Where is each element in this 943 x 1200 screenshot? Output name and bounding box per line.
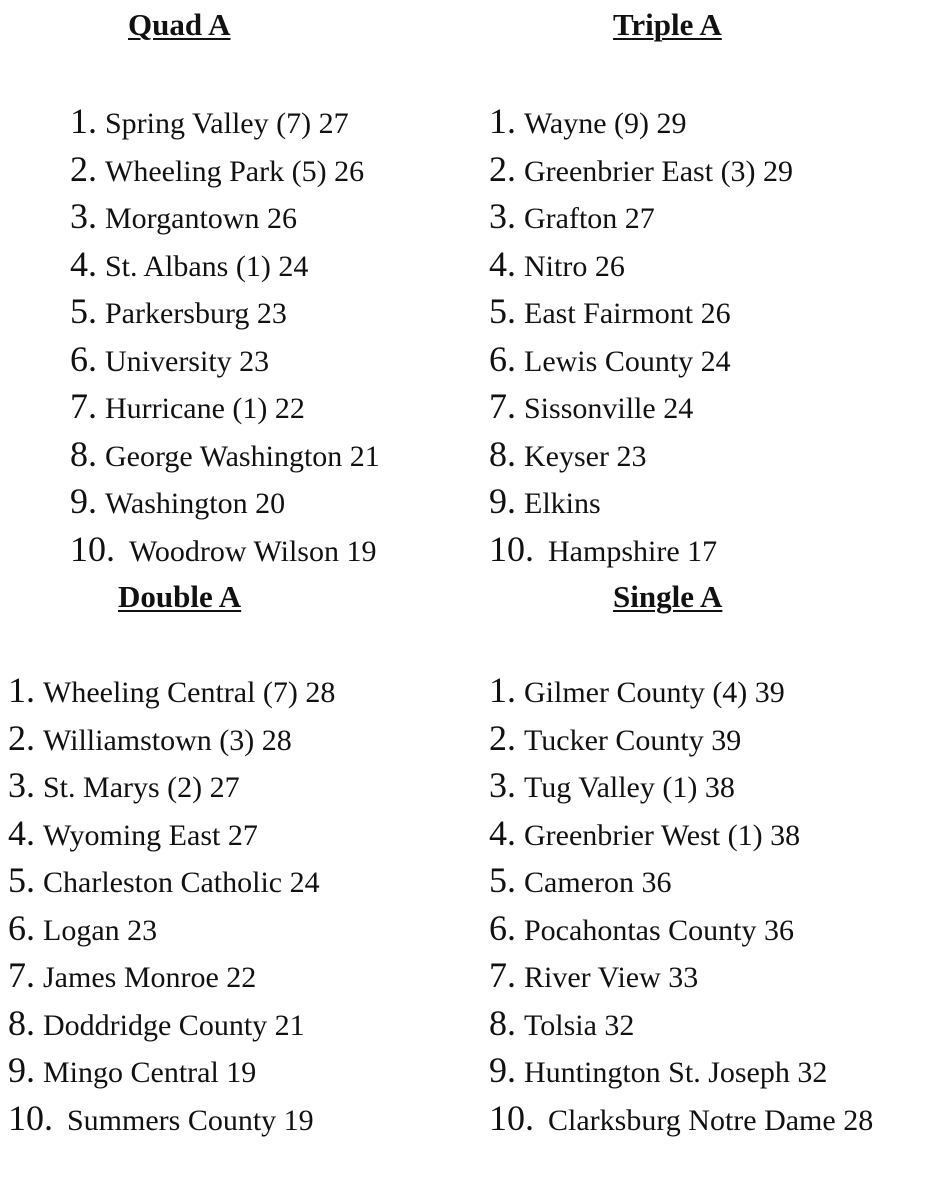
rank-number: 8. [70,433,97,474]
team-entry: Doddridge County 21 [43,1008,305,1042]
list-item [8,1000,335,1048]
team-entry: Greenbrier East (3) 29 [524,154,794,188]
rank-number: 9. [489,1050,516,1090]
rank-number: 6. [489,907,516,948]
rank-number: 10. [8,1097,53,1138]
rank-number: 1. [70,101,97,141]
list-item [489,715,873,763]
team-entry: Gilmer County (4) 39 [524,676,785,709]
rank-number: 7. [70,386,97,426]
rank-number: 2. [489,717,516,758]
rank-number: 3. [489,765,516,805]
list-item [489,193,793,241]
rank-number: 9. [70,481,97,521]
rank-number: 2. [489,148,516,189]
rank-number: 5. [8,860,35,900]
team-entry: Washington 20 [105,487,286,520]
division-heading: Quad A [128,7,231,42]
team-entry: Grafton 27 [524,202,655,235]
team-entry: Summers County 19 [67,1103,314,1137]
rank-number: 7. [8,955,35,995]
team-entry: St. Albans (1) 24 [105,249,309,283]
team-entry: Woodrow Wilson 19 [129,534,377,568]
rank-number: 5. [489,860,516,900]
rank-number: 4. [8,812,35,853]
rank-number: 4. [70,243,97,284]
team-entry: Greenbrier West (1) 38 [524,818,801,852]
rank-number: 2. [70,148,97,189]
rank-number: 8. [8,1002,35,1043]
division-double-a [0,580,471,1180]
team-entry: Hurricane (1) 22 [105,392,305,425]
list-item [70,478,380,526]
rank-number: 4. [489,812,516,853]
team-entry: Wheeling Central (7) 28 [43,676,336,709]
rank-number: 10. [70,528,115,569]
rank-number: 2. [8,717,35,758]
team-entry: Wayne (9) 29 [524,107,687,140]
rank-number: 6. [8,907,35,948]
team-entry: Parkersburg 23 [105,297,287,330]
rank-number: 3. [489,196,516,236]
team-entry: Wheeling Park (5) 26 [105,154,365,188]
team-entry: Elkins [524,487,601,520]
rankings-list [489,667,873,1142]
team-entry: Mingo Central 19 [43,1056,257,1089]
list-item [70,526,380,574]
team-entry: Pocahontas County 36 [524,913,794,947]
list-item [489,98,793,146]
rank-number: 7. [489,955,516,995]
rank-number: 1. [489,670,516,710]
list-item [70,383,380,431]
team-entry: Tucker County 39 [524,723,742,757]
list-item [8,810,335,858]
division-heading: Double A [118,579,242,614]
team-entry: Keyser 23 [524,439,647,473]
rank-number: 1. [489,101,516,141]
team-entry: River View 33 [524,961,699,994]
list-item [489,146,793,194]
team-entry: St. Marys (2) 27 [43,771,240,804]
team-entry: Sissonville 24 [524,392,694,425]
list-item [489,1047,873,1095]
list-item [489,810,873,858]
list-item [70,146,380,194]
list-item [70,241,380,289]
list-item [489,526,793,574]
rank-number: 10. [489,1097,534,1138]
team-entry: Tug Valley (1) 38 [524,771,735,804]
rank-number: 8. [489,1002,516,1043]
rank-number: 7. [489,386,516,426]
rank-number: 3. [8,765,35,805]
list-item [489,952,873,1000]
division-quad-a [0,0,471,580]
team-entry: Tolsia 32 [524,1008,635,1042]
rankings-list [489,98,793,573]
rank-number: 6. [489,338,516,379]
rank-number: 5. [70,291,97,331]
list-item [489,667,873,715]
list-item [489,383,793,431]
list-item [489,905,873,953]
list-item [70,98,380,146]
list-item [489,762,873,810]
rank-number: 3. [70,196,97,236]
team-entry: Logan 23 [43,913,158,947]
team-entry: University 23 [105,344,270,378]
team-entry: George Washington 21 [105,439,380,473]
list-item [70,336,380,384]
rank-number: 1. [8,670,35,710]
list-item [8,667,335,715]
team-entry: Williamstown (3) 28 [43,723,292,757]
team-entry: Lewis County 24 [524,344,731,378]
list-item [8,1047,335,1095]
team-entry: Morgantown 26 [105,202,297,235]
list-item [489,288,793,336]
list-item [8,857,335,905]
list-item [70,431,380,479]
team-entry: Clarksburg Notre Dame 28 [548,1103,874,1137]
rank-number: 4. [489,243,516,284]
team-entry: Hampshire 17 [548,534,718,568]
rank-number: 6. [70,338,97,379]
list-item [489,431,793,479]
team-entry: Cameron 36 [524,866,672,899]
team-entry: Charleston Catholic 24 [43,866,320,899]
team-entry: James Monroe 22 [43,961,257,994]
list-item [8,952,335,1000]
team-entry: East Fairmont 26 [524,297,731,330]
list-item [489,1095,873,1143]
rank-number: 10. [489,528,534,569]
division-heading: Triple A [613,7,722,42]
list-item [489,857,873,905]
rank-number: 9. [8,1050,35,1090]
team-entry: Wyoming East 27 [43,818,258,852]
division-heading: Single A [613,579,723,614]
list-item [8,762,335,810]
list-item [489,1000,873,1048]
division-single-a [471,580,943,1180]
rankings-list [8,667,335,1142]
list-item [70,193,380,241]
rank-number: 9. [489,481,516,521]
rankings-list [70,98,380,573]
list-item [8,1095,335,1143]
team-entry: Nitro 26 [524,249,625,283]
list-item [8,715,335,763]
list-item [489,336,793,384]
division-triple-a [471,0,943,580]
rank-number: 8. [489,433,516,474]
team-entry: Spring Valley (7) 27 [105,107,349,140]
list-item [489,241,793,289]
list-item [489,478,793,526]
list-item [8,905,335,953]
list-item [70,288,380,336]
team-entry: Huntington St. Joseph 32 [524,1056,828,1089]
rank-number: 5. [489,291,516,331]
